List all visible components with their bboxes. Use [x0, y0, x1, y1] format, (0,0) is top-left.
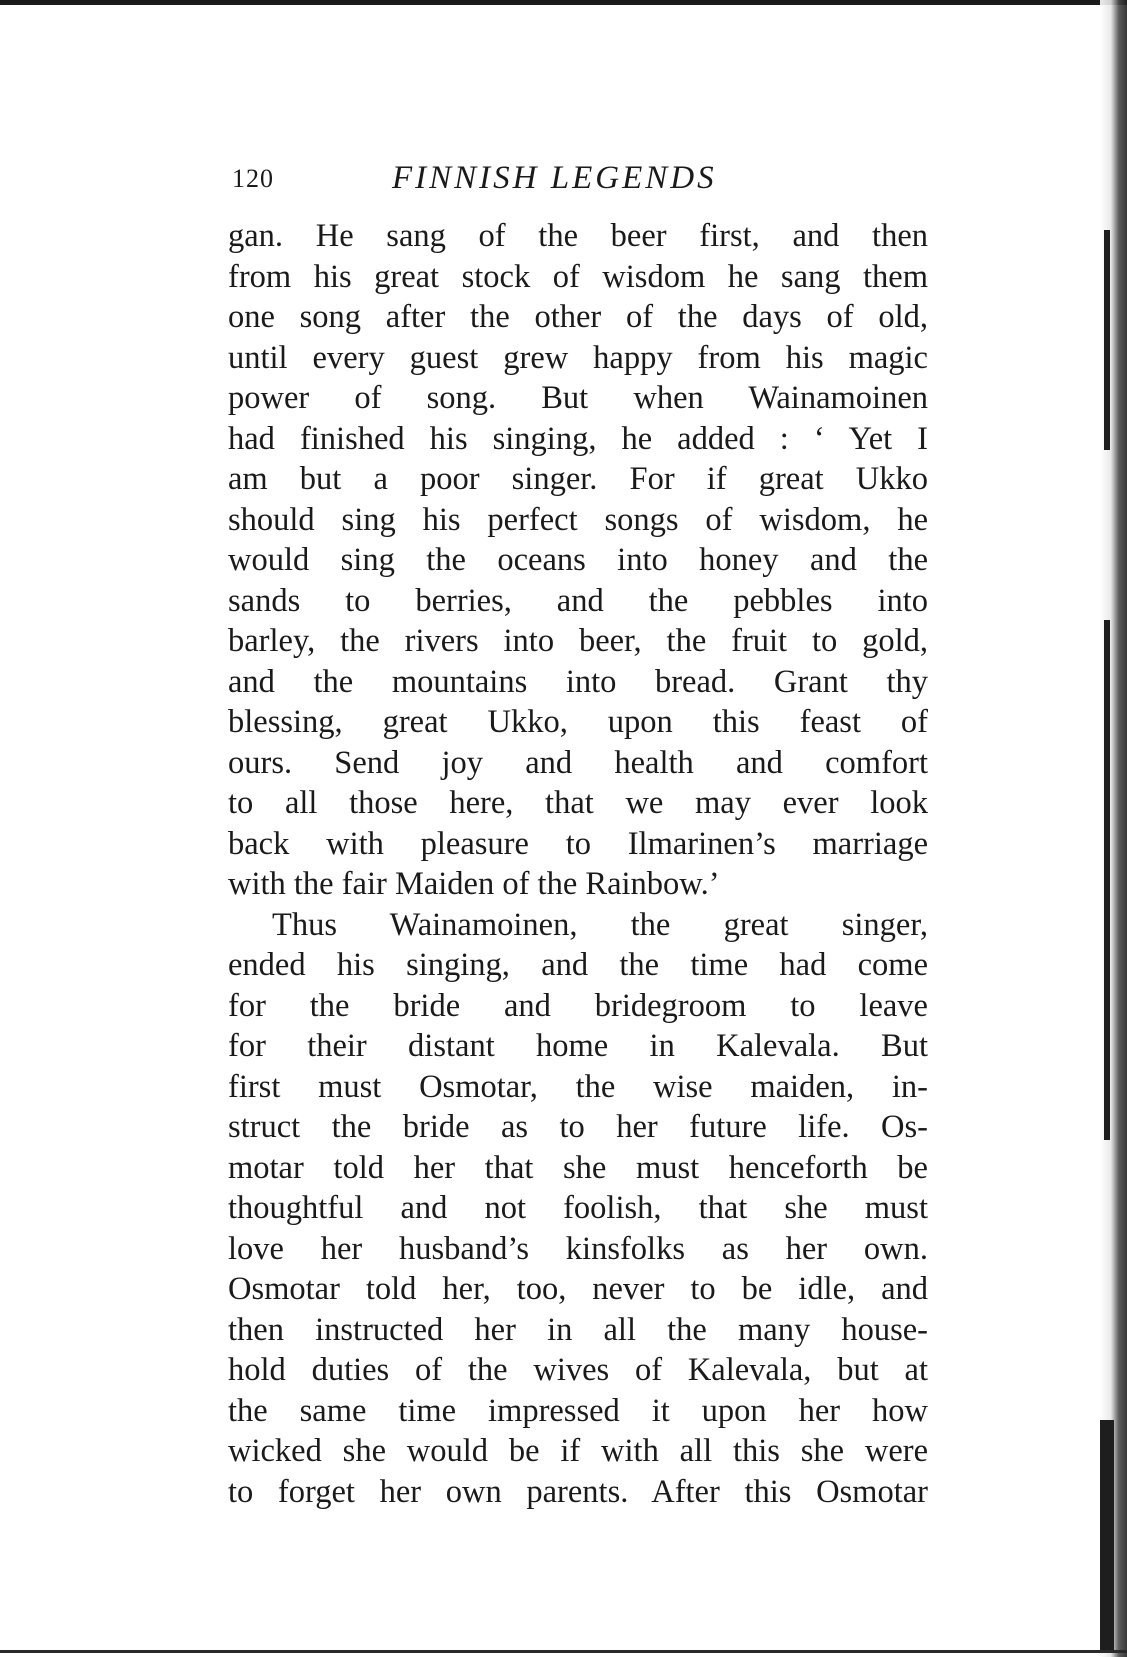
page-header — [232, 160, 932, 200]
body-text — [228, 216, 928, 1512]
text-line: for their distant home in Kalevala. But — [228, 1028, 928, 1064]
top-border-rule — [0, 0, 1127, 5]
text-line: love her husband’s kinsfolks as her own. — [228, 1230, 928, 1267]
text-line: motar told her that she must henceforth be — [228, 1149, 928, 1186]
text-line: am but a poor singer. For if great Ukko — [228, 461, 928, 497]
text-line: ended his singing, and the time had come — [228, 947, 928, 983]
text-line: with the fair Maiden of the Rainbow.’ — [228, 866, 720, 902]
text-line: ours. Send joy and health and comfort — [228, 744, 928, 781]
spine-shadow-mark — [1104, 230, 1110, 450]
spine-shadow-mark — [1104, 620, 1110, 1140]
paragraph — [228, 905, 928, 1513]
text-line: should sing his perfect songs of wisdom, he — [228, 501, 928, 538]
text-line: and the mountains into bread. Grant thy — [228, 663, 928, 700]
text-line: sands to berries, and the pebbles into — [228, 582, 928, 619]
text-line: gan. He sang of the beer first, and then — [228, 218, 928, 254]
bottom-border-rule — [0, 1650, 1127, 1653]
text-line: until every guest grew happy from his magic — [228, 339, 928, 376]
text-line: struct the bride as to her future life. Os- — [228, 1109, 928, 1145]
text-line: back with pleasure to Ilmarinen’s marriage — [228, 825, 928, 862]
text-line: Thus Wainamoinen, the great singer, — [272, 906, 928, 943]
spine-shadow-mark — [1100, 1420, 1114, 1650]
text-line: had finished his singing, he added : ‘ Yet I — [228, 420, 928, 457]
text-line: to all those here, that we may ever look — [228, 785, 928, 821]
text-line: for the bride and bridegroom to leave — [228, 987, 928, 1024]
text-line: from his great stock of wisdom he sang them — [228, 258, 928, 295]
text-line: first must Osmotar, the wise maiden, in- — [228, 1068, 928, 1105]
text-line: would sing the oceans into honey and the — [228, 542, 928, 578]
text-line: wicked she would be if with all this she were — [228, 1433, 928, 1469]
running-title: FINNISH LEGENDS — [392, 160, 717, 196]
text-line: Osmotar told her, too, never to be idle, and — [228, 1271, 928, 1307]
paragraph — [228, 216, 928, 905]
text-line: barley, the rivers into beer, the fruit to gold, — [228, 623, 928, 659]
text-line: power of song. But when Wainamoinen — [228, 380, 928, 416]
text-line: hold duties of the wives of Kalevala, but at — [228, 1352, 928, 1388]
text-line: the same time impressed it upon her how — [228, 1392, 928, 1429]
text-line: blessing, great Ukko, upon this feast of — [228, 704, 928, 740]
text-line: to forget her own parents. After this Osmotar — [228, 1473, 928, 1510]
page-number: 120 — [232, 164, 274, 193]
text-line: one song after the other of the days of old, — [228, 299, 928, 335]
text-line: thoughtful and not foolish, that she must — [228, 1190, 928, 1226]
text-line: then instructed her in all the many house- — [228, 1311, 928, 1348]
